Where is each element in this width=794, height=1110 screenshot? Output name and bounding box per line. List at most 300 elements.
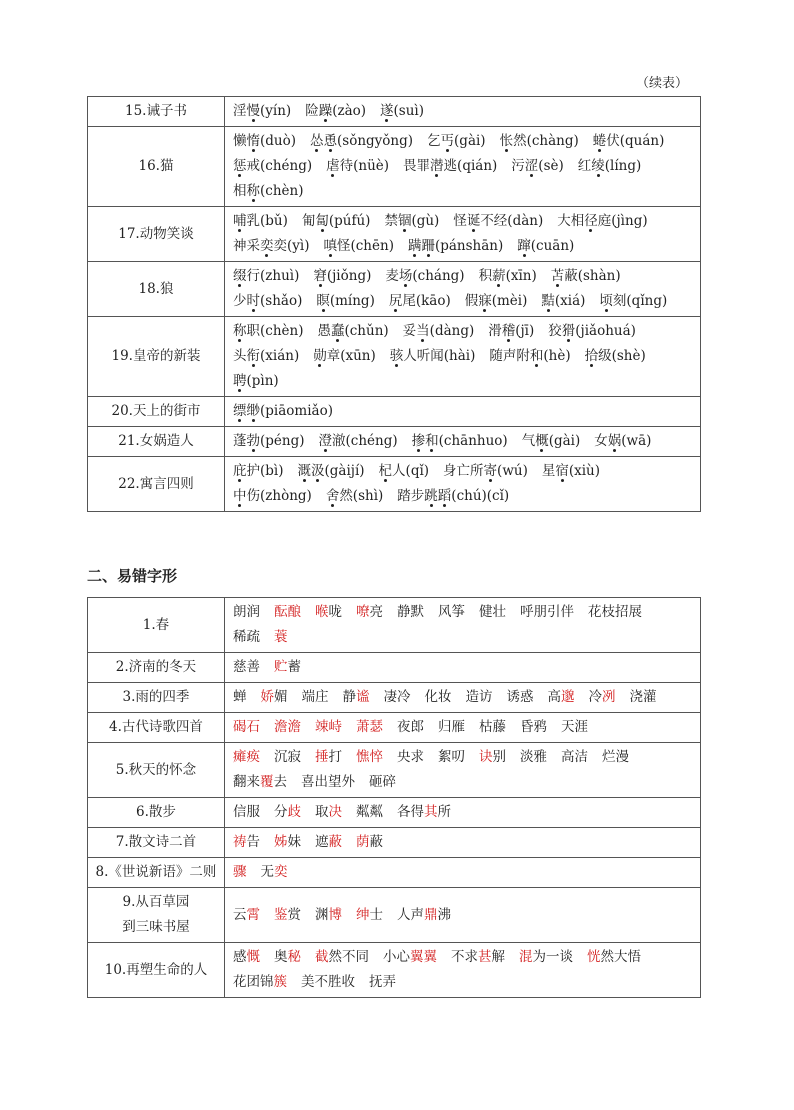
word-text: 诱惑 <box>506 689 534 705</box>
dotted-char: 遂 <box>380 103 394 119</box>
word-item <box>356 903 383 928</box>
row-label: 4.古代诗歌四首 <box>88 713 225 743</box>
word-text: 所 <box>437 804 451 820</box>
dotted-char: 诞 <box>466 213 481 229</box>
row-label: 21.女娲造人 <box>88 427 225 457</box>
word-item <box>384 685 411 710</box>
word-item <box>589 685 616 710</box>
dotted-char: 怅 <box>499 133 514 149</box>
word-item <box>233 770 287 795</box>
word-text: 滑 <box>488 323 502 339</box>
word-item <box>274 745 301 770</box>
dotted-char: 稽 <box>501 323 516 339</box>
word-item <box>520 715 547 740</box>
dotted-char: 惰 <box>246 133 260 149</box>
word-item <box>261 860 288 885</box>
word-item <box>356 715 383 740</box>
row-content <box>225 743 701 798</box>
table-row <box>88 653 701 683</box>
dotted-char: 跚 <box>421 238 435 254</box>
word-item <box>408 234 503 259</box>
row-content <box>225 207 701 262</box>
word-text: 凄冷 <box>383 689 411 705</box>
word-text: 云 <box>233 906 247 923</box>
word-text: 花枝招展 <box>588 604 642 620</box>
word-item <box>274 800 301 825</box>
word-item <box>233 429 305 454</box>
word-text: 愚 <box>317 323 331 339</box>
word-text: 章(xūn) <box>326 348 376 364</box>
error-prone-char: 诀 <box>479 749 493 765</box>
dotted-char: 蹒 <box>407 238 422 254</box>
word-item <box>274 945 301 970</box>
word-text: (jiǒng) <box>326 268 372 284</box>
word-text: (gàijí) <box>324 463 365 479</box>
dotted-char: 蠢 <box>330 323 345 339</box>
word-item <box>397 745 424 770</box>
pronunciation-table <box>87 96 701 512</box>
word-text: 伤(zhòng) <box>246 488 312 504</box>
dotted-char: 当 <box>416 323 430 339</box>
word-item <box>427 129 486 154</box>
word-text: 取 <box>315 804 329 820</box>
table-row <box>88 427 701 457</box>
row-content <box>225 653 701 683</box>
word-item <box>551 264 621 289</box>
word-text: 淫 <box>233 103 247 119</box>
row-label: 15.诫子书 <box>88 97 225 127</box>
word-item <box>479 600 506 625</box>
word-item <box>233 319 303 344</box>
row-label: 17.动物笑谈 <box>88 207 225 262</box>
dotted-char: 骇 <box>389 348 404 364</box>
dotted-char: 澄 <box>318 433 333 449</box>
word-item <box>465 289 528 314</box>
word-text: (shǎo) <box>260 293 303 309</box>
word-text: 少 <box>233 293 247 309</box>
dotted-char: 猾 <box>561 323 576 339</box>
word-item <box>489 344 570 369</box>
word-item <box>302 209 371 234</box>
row-label: 20.天上的街市 <box>88 397 225 427</box>
word-item <box>379 459 430 484</box>
word-item <box>343 685 370 710</box>
word-item <box>356 600 383 625</box>
word-item <box>520 745 547 770</box>
word-item <box>233 129 296 154</box>
word-item <box>274 903 301 928</box>
word-item <box>233 945 260 970</box>
error-prone-char: 萧瑟 <box>356 719 383 735</box>
dotted-char: 勃 <box>246 433 260 449</box>
word-text: 蓬 <box>233 433 247 449</box>
word-item <box>315 745 342 770</box>
row-content <box>225 97 701 127</box>
dotted-char: 慢 <box>246 103 260 119</box>
word-item <box>356 745 383 770</box>
word-text: 无 <box>260 864 274 880</box>
error-prone-char: 鉴 <box>274 906 288 923</box>
word-text: (xiá) <box>554 293 586 309</box>
word-text: 蝉 <box>233 689 247 705</box>
table-row <box>88 713 701 743</box>
dotted-char: 和 <box>425 433 439 449</box>
row-content <box>225 397 701 427</box>
word-item <box>233 484 312 509</box>
dotted-char: 溉 <box>297 463 311 479</box>
dotted-char: 时 <box>246 293 260 309</box>
row-label: 2.济南的冬天 <box>88 653 225 683</box>
error-prone-char: 甚 <box>478 949 492 965</box>
word-text: 化妆 <box>424 689 452 705</box>
error-prone-char: 秘 <box>287 949 301 965</box>
word-item <box>274 715 301 740</box>
word-item <box>274 830 301 855</box>
dotted-char: 蜷 <box>592 133 607 149</box>
word-text: 神采 <box>233 238 260 254</box>
word-text: (mèi) <box>491 293 528 309</box>
word-item <box>403 154 497 179</box>
word-text: 昏鸦 <box>520 719 547 735</box>
word-text: (yín) <box>260 103 292 119</box>
error-prone-char: 憔悴 <box>356 749 383 765</box>
word-item <box>389 289 451 314</box>
dotted-char: 蹿 <box>517 238 531 254</box>
word-item <box>412 429 508 454</box>
word-text: (xiù) <box>568 463 601 479</box>
word-item <box>233 459 284 484</box>
word-item <box>261 685 288 710</box>
word-item <box>274 625 288 650</box>
row-label: 6.散步 <box>88 798 225 828</box>
word-item <box>519 945 573 970</box>
dotted-char: 中 <box>233 488 247 504</box>
dotted-char: 称 <box>233 323 247 339</box>
word-text: 花团锦 <box>233 974 274 990</box>
table-row <box>88 457 701 512</box>
word-text: 懒 <box>233 133 247 149</box>
word-item <box>585 344 646 369</box>
word-text: 静 <box>342 689 356 705</box>
error-prone-char: 截 <box>315 949 329 965</box>
word-text: 然(chàng) <box>513 133 579 149</box>
word-item <box>302 685 329 710</box>
word-text: 小心 <box>383 949 410 965</box>
error-prone-char: 姊 <box>274 834 288 850</box>
word-text: 健壮 <box>479 604 506 620</box>
word-text: (sǒngyǒng) <box>337 133 414 149</box>
error-prone-char: 覆 <box>260 774 274 790</box>
word-text: 乞 <box>427 133 441 149</box>
word-text: (cuān) <box>530 238 575 254</box>
word-item <box>561 715 588 740</box>
word-item <box>397 600 424 625</box>
word-item <box>233 625 260 650</box>
word-item <box>397 800 451 825</box>
word-text: 踏步 <box>397 488 425 504</box>
row-content <box>225 943 701 998</box>
word-text: (xián) <box>260 348 300 364</box>
word-item <box>397 903 451 928</box>
word-text: (suì) <box>393 103 424 119</box>
word-item <box>233 903 260 928</box>
word-text: (gài) <box>454 133 486 149</box>
table-row <box>88 828 701 858</box>
word-item <box>511 154 563 179</box>
word-item <box>517 234 574 259</box>
word-item <box>356 830 383 855</box>
row-content <box>225 457 701 512</box>
error-prone-char: 骤 <box>233 864 247 880</box>
word-text: 险 <box>305 103 319 119</box>
dotted-char: 嗔 <box>323 238 337 254</box>
word-text: 各得 <box>397 804 424 820</box>
table-row <box>88 743 701 798</box>
word-item <box>313 264 371 289</box>
error-prone-char: 蓑 <box>274 629 288 645</box>
word-item <box>479 745 506 770</box>
word-item <box>233 289 302 314</box>
word-item <box>520 600 574 625</box>
word-text: 身亡所 <box>443 463 484 479</box>
word-text: 匍 <box>301 213 316 229</box>
word-text: 随声附 <box>489 348 530 364</box>
word-item <box>500 129 579 154</box>
word-text: 人听闻(hài) <box>403 348 476 364</box>
error-prone-char: 喉 <box>315 604 329 620</box>
word-text: 解 <box>491 949 505 965</box>
word-text: 人声 <box>397 906 424 923</box>
row-content <box>225 888 701 943</box>
word-item <box>233 800 260 825</box>
dotted-char: 衔 <box>246 348 260 364</box>
character-form-table-body <box>88 598 701 998</box>
word-text: 风筝 <box>438 604 465 620</box>
error-prone-char: 蔽 <box>328 834 342 850</box>
word-item <box>233 715 260 740</box>
word-text: 奕(yì) <box>273 238 310 254</box>
word-item <box>315 800 342 825</box>
row-content <box>225 598 701 653</box>
word-text: 刻(qǐng) <box>612 293 668 309</box>
row-label <box>88 888 225 943</box>
word-item <box>369 970 396 995</box>
word-text: (chǔn) <box>344 323 389 339</box>
error-prone-char: 翼翼 <box>410 949 437 965</box>
dotted-char: 涩 <box>524 158 539 174</box>
word-text: 淡雅 <box>520 749 547 765</box>
row-label: 3.雨的四季 <box>88 683 225 713</box>
word-text: 澈(chéng) <box>332 433 398 449</box>
word-text: 大相 <box>557 213 585 229</box>
dotted-char: 锢 <box>397 213 412 229</box>
word-item <box>383 945 437 970</box>
word-text: 分 <box>274 804 288 820</box>
word-text: 絮叨 <box>438 749 465 765</box>
word-text: 沸 <box>437 906 451 923</box>
word-text: 戒(chéng) <box>246 158 313 174</box>
table-row <box>88 262 701 317</box>
word-item <box>587 945 641 970</box>
word-item <box>541 289 585 314</box>
dotted-char: 娲 <box>607 433 622 449</box>
word-text: 奥 <box>274 949 288 965</box>
dotted-char: 潜 <box>430 158 444 174</box>
word-text: 呼朋引伴 <box>520 604 574 620</box>
word-text: 气 <box>521 433 536 449</box>
word-text: 怪(chēn) <box>336 238 394 254</box>
word-text: 打 <box>328 749 342 765</box>
row-content <box>225 317 701 397</box>
word-item <box>315 830 342 855</box>
row-label: 19.皇帝的新装 <box>88 317 225 397</box>
word-text: 然(shì) <box>339 488 384 504</box>
row-content <box>225 713 701 743</box>
word-text: 污 <box>511 158 525 174</box>
word-text: 咙 <box>328 604 342 620</box>
word-text: 蓄 <box>287 659 301 675</box>
word-item <box>557 209 647 234</box>
dotted-char: 杞 <box>378 463 393 479</box>
dotted-char: 尻 <box>388 293 403 309</box>
dotted-char: 恿 <box>323 133 337 149</box>
error-prone-char: 其 <box>424 804 438 820</box>
dotted-char: 舍 <box>325 488 340 504</box>
word-item <box>548 319 636 344</box>
row-content <box>225 683 701 713</box>
word-item <box>317 319 388 344</box>
word-item <box>578 154 642 179</box>
word-text: 乳(bǔ) <box>246 213 288 229</box>
word-item <box>548 685 575 710</box>
word-text: 浇灌 <box>629 689 657 705</box>
row-label: 1.春 <box>88 598 225 653</box>
word-text: 逃(qián) <box>443 158 498 174</box>
word-item <box>315 945 369 970</box>
word-item <box>233 264 299 289</box>
word-item <box>438 745 465 770</box>
word-item <box>356 800 383 825</box>
word-item <box>425 685 452 710</box>
row-label: 8.《世说新语》二则 <box>88 858 225 888</box>
dotted-char: 匐 <box>315 213 329 229</box>
word-text: 职(chèn) <box>246 323 304 339</box>
word-text: 冷 <box>588 689 602 705</box>
word-text: 然不同 <box>328 949 369 965</box>
word-text: 翻来 <box>233 774 260 790</box>
continued-label: （续表） <box>635 76 688 91</box>
error-prone-char: 奕 <box>274 864 288 880</box>
table-row <box>88 397 701 427</box>
word-text: (púfú) <box>328 213 371 229</box>
word-item <box>301 770 355 795</box>
word-item <box>233 830 260 855</box>
error-prone-char: 邈 <box>561 689 575 705</box>
word-item <box>397 715 424 740</box>
word-item <box>438 600 465 625</box>
word-text: (xīn) <box>505 268 537 284</box>
word-text: 抚弄 <box>369 974 396 990</box>
error-prone-char: 谧 <box>356 689 370 705</box>
word-text: 静默 <box>397 604 424 620</box>
word-text: (wú) <box>497 463 528 479</box>
row-label-line: 9.从百草园 <box>122 894 190 910</box>
word-text: 士 <box>369 906 383 923</box>
word-item <box>594 429 651 454</box>
error-prone-char: 碣石 <box>233 719 260 735</box>
word-item <box>602 745 629 770</box>
dotted-char: 瞑 <box>316 293 330 309</box>
word-item <box>588 600 642 625</box>
word-text: 央求 <box>397 749 424 765</box>
word-item <box>315 600 342 625</box>
row-content <box>225 828 701 858</box>
word-text: 慈善 <box>233 659 260 675</box>
character-form-table <box>87 597 701 998</box>
word-text: 级(shè) <box>598 348 646 364</box>
word-text: 造访 <box>465 689 493 705</box>
word-text: 枯藤 <box>479 719 506 735</box>
word-item <box>316 289 375 314</box>
word-text: 烂漫 <box>602 749 629 765</box>
word-text: (duò) <box>260 133 296 149</box>
error-prone-char: 祷 <box>233 834 247 850</box>
word-item <box>319 429 398 454</box>
word-item <box>233 234 309 259</box>
dotted-char: 躁 <box>318 103 333 119</box>
dotted-char: 汲 <box>311 463 325 479</box>
word-item <box>599 289 667 314</box>
table-row <box>88 683 701 713</box>
dotted-char: 绫 <box>591 158 605 174</box>
word-item <box>593 129 665 154</box>
word-text: 粼粼 <box>356 804 383 820</box>
word-item <box>298 459 365 484</box>
dotted-char: 缈 <box>246 403 260 419</box>
dotted-char: 宿 <box>555 463 569 479</box>
word-text: (hè) <box>543 348 571 364</box>
error-prone-char: 慨 <box>246 949 260 965</box>
error-prone-char: 嘹 <box>356 604 370 620</box>
word-text: 积 <box>478 268 493 284</box>
word-item <box>233 99 291 124</box>
word-item <box>542 459 600 484</box>
word-item <box>310 129 413 154</box>
word-text: 蔽(shàn) <box>564 268 621 284</box>
error-prone-char: 酝酿 <box>274 604 301 620</box>
error-prone-char: 博 <box>328 906 342 923</box>
row-content <box>225 127 701 207</box>
word-text: (míng) <box>329 293 375 309</box>
word-item <box>630 685 657 710</box>
dotted-char: 和 <box>529 348 544 364</box>
error-prone-char: 簇 <box>273 974 287 990</box>
word-item <box>380 99 424 124</box>
word-text: 沉寂 <box>274 749 301 765</box>
table-row <box>88 97 701 127</box>
dotted-char: 奕 <box>260 238 274 254</box>
word-text: 高洁 <box>561 749 588 765</box>
table-row <box>88 888 701 943</box>
row-label: 22.寓言四则 <box>88 457 225 512</box>
word-text: (pánshān) <box>434 238 504 254</box>
word-item <box>233 970 287 995</box>
dotted-char: 怂 <box>310 133 324 149</box>
word-item <box>315 715 342 740</box>
word-text: 怪 <box>453 213 467 229</box>
dotted-char: 聘 <box>233 373 247 389</box>
dotted-char: 掺 <box>411 433 426 449</box>
